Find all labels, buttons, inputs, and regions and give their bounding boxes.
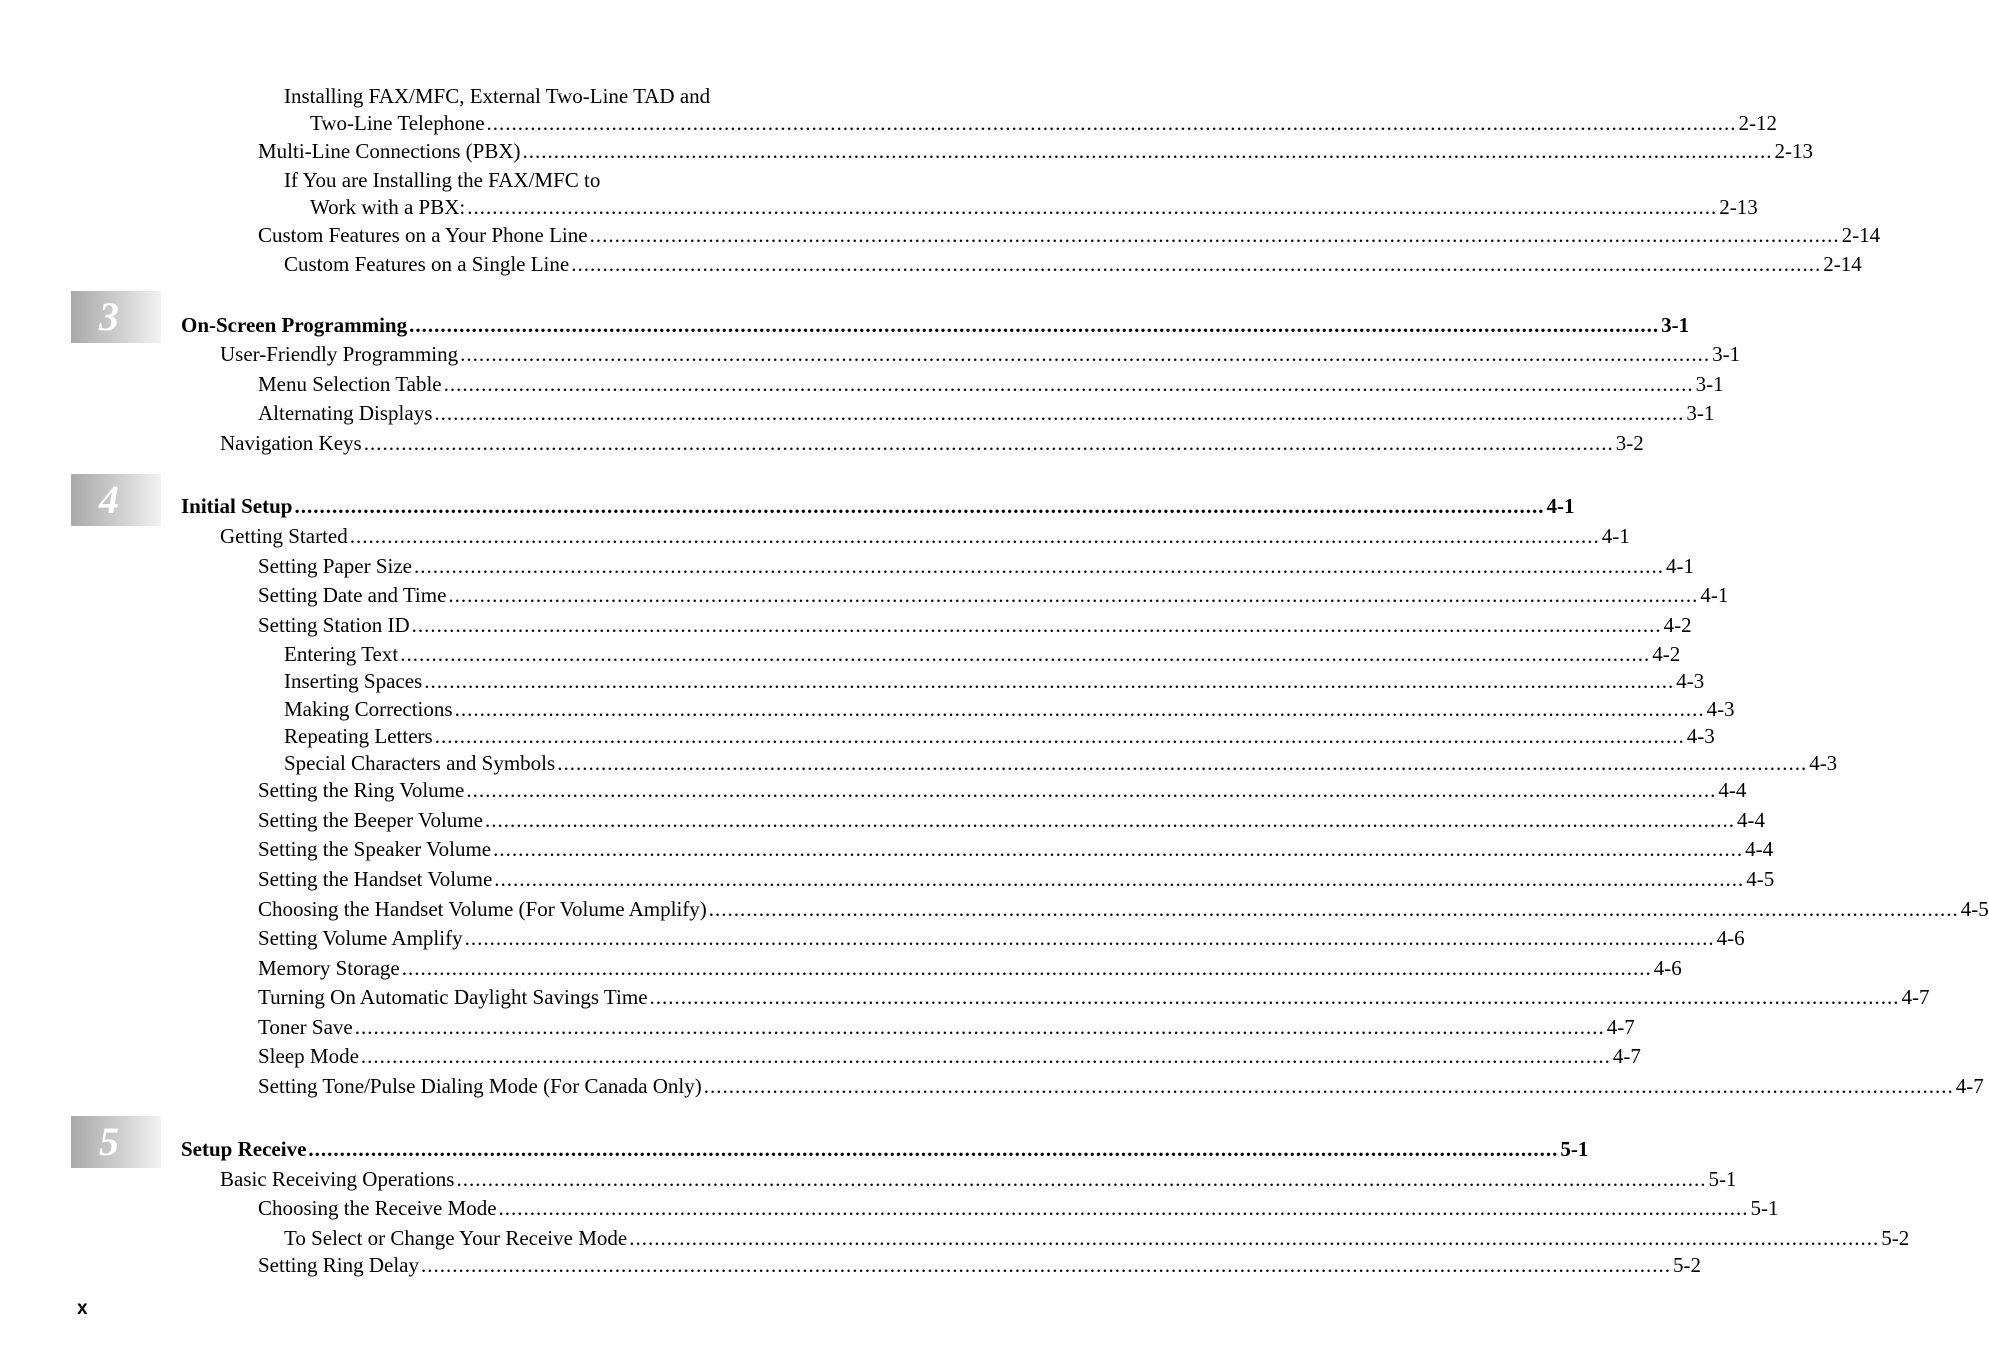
page-number: 2-13: [1774, 139, 1813, 163]
toc-entry-label: Alternating Displays: [258, 401, 433, 425]
toc-entry[interactable]: [258, 925, 1745, 951]
toc-entry-label: Setting the Beeper Volume: [258, 808, 483, 832]
toc-entry[interactable]: [284, 641, 1681, 667]
toc-entry[interactable]: [284, 1225, 1910, 1251]
toc-entry[interactable]: [220, 430, 1644, 456]
toc-entry-label: Custom Features on a Your Phone Line: [258, 223, 588, 247]
page-number: 5-2: [1673, 1253, 1701, 1277]
chapter-tab-3: [71, 291, 161, 343]
dot-leader: ........................................................................................................................................................................................................: [454, 697, 1705, 721]
dot-leader: ........................................................................................................................................................................................................: [401, 956, 1652, 980]
dot-leader: ........................................................................................................................................................................................................: [703, 1074, 1954, 1098]
dot-leader: ........................................................................................................................................................................................................: [363, 431, 1614, 455]
dot-leader: ........................................................................................................................................................................................................: [589, 223, 1840, 247]
toc-entry-label: Turning On Automatic Daylight Savings Time: [258, 985, 648, 1009]
page-number: 4-4: [1718, 778, 1747, 802]
chapter-title: Initial Setup: [181, 494, 293, 518]
page-number: 4-1: [1601, 524, 1630, 548]
toc-entry[interactable]: [258, 612, 1692, 638]
toc-entry[interactable]: [258, 400, 1715, 426]
toc-entry-label: Repeating Letters: [284, 724, 433, 748]
toc-entry[interactable]: [258, 1043, 1641, 1069]
page-number: 4-3: [1706, 697, 1735, 721]
dot-leader: ........................................................................................................................................................................................................: [409, 313, 1660, 337]
toc-entry[interactable]: [258, 984, 1930, 1010]
page-number: 4-6: [1653, 956, 1682, 980]
page-number: 4-2: [1663, 613, 1692, 637]
toc-entry-label: Two-Line Telephone: [310, 111, 485, 135]
toc-entry[interactable]: [258, 582, 1729, 608]
page-number: 4-5: [1960, 897, 1989, 921]
toc-entry-label: Setting Ring Delay: [258, 1253, 419, 1277]
page-number: 5-1: [1560, 1137, 1589, 1161]
chapter-title: Setup Receive: [181, 1137, 307, 1161]
page-folio: x: [77, 1298, 88, 1319]
toc-entry[interactable]: [284, 750, 1838, 776]
chapter-heading[interactable]: [181, 312, 1690, 338]
toc-entry-text: Installing FAX/MFC, External Two-Line TAD and: [284, 84, 711, 108]
toc-entry[interactable]: [258, 138, 1813, 164]
dot-leader: ........................................................................................................................................................................................................: [484, 808, 1735, 832]
toc-entry[interactable]: [258, 1014, 1635, 1040]
page-number: 2-13: [1719, 195, 1758, 219]
dot-leader: ........................................................................................................................................................................................................: [460, 342, 1711, 366]
chapter-heading[interactable]: [181, 1136, 1589, 1162]
toc-entry-label: Setting the Handset Volume: [258, 867, 493, 891]
toc-entry-text: If You are Installing the FAX/MFC to: [284, 168, 601, 192]
toc-entry[interactable]: [258, 1195, 1779, 1221]
page-number: 4-3: [1676, 669, 1705, 693]
toc-entry-label: Basic Receiving Operations: [220, 1167, 455, 1191]
dot-leader: ........................................................................................................................................................................................................: [467, 195, 1718, 219]
toc-entry-label: Toner Save: [258, 1015, 353, 1039]
page-number: 3-1: [1686, 401, 1715, 425]
toc-entry[interactable]: [258, 222, 1881, 248]
toc-entry-label: Getting Started: [220, 524, 348, 548]
page-number: 4-7: [1612, 1044, 1641, 1068]
dot-leader: ........................................................................................................................................................................................................: [557, 751, 1808, 775]
dot-leader: ........................................................................................................................................................................................................: [498, 1196, 1749, 1220]
toc-entry-label: Setting Tone/Pulse Dialing Mode (For Canada Only): [258, 1074, 702, 1098]
dot-leader: ........................................................................................................................................................................................................: [522, 139, 1773, 163]
toc-entry[interactable]: [258, 1073, 1984, 1099]
dot-leader: ........................................................................................................................................................................................................: [708, 897, 1959, 921]
toc-entry-label: Work with a PBX:: [310, 195, 466, 219]
toc-entry-label: Setting the Speaker Volume: [258, 837, 492, 861]
chapter-number: 4: [99, 477, 119, 522]
toc-entry[interactable]: [258, 553, 1694, 579]
page-number: 4-3: [1809, 751, 1838, 775]
page-number: 2-12: [1738, 111, 1778, 135]
page-number: 4-1: [1700, 583, 1729, 607]
toc-entry-label: Sleep Mode: [258, 1044, 359, 1068]
page-number: 5-2: [1881, 1226, 1910, 1250]
dot-leader: ........................................................................................................................................................................................................: [434, 401, 1685, 425]
toc-entry-label: Menu Selection Table: [258, 372, 442, 396]
toc-entry[interactable]: [284, 251, 1862, 277]
toc-entry[interactable]: [258, 807, 1765, 833]
page-number: 4-7: [1901, 985, 1930, 1009]
dot-leader: ........................................................................................................................................................................................................: [443, 372, 1694, 396]
page-number: 4-7: [1955, 1074, 1984, 1098]
page-number: 3-1: [1712, 342, 1741, 366]
dot-leader: ........................................................................................................................................................................................................: [448, 583, 1699, 607]
dot-leader: ........................................................................................................................................................................................................: [466, 778, 1717, 802]
toc-entry[interactable]: [284, 723, 1715, 749]
toc-entry-label: Making Corrections: [284, 697, 453, 721]
chapter-heading[interactable]: [181, 493, 1575, 519]
toc-entry-label: Setting Paper Size: [258, 554, 412, 578]
toc-entry[interactable]: [310, 194, 1758, 220]
toc-entry-label: Custom Features on a Single Line: [284, 252, 570, 276]
toc-entry[interactable]: [258, 955, 1682, 981]
page-number: 5-1: [1750, 1196, 1779, 1220]
dot-leader: ........................................................................................................................................................................................................: [493, 837, 1744, 861]
dot-leader: ........................................................................................................................................................................................................: [629, 1226, 1880, 1250]
dot-leader: ........................................................................................................................................................................................................: [308, 1137, 1559, 1161]
page-number: 2-14: [1823, 252, 1862, 276]
toc-entry-label: Special Characters and Symbols: [284, 751, 556, 775]
dot-leader: ........................................................................................................................................................................................................: [456, 1167, 1707, 1191]
dot-leader: ........................................................................................................................................................................................................: [354, 1015, 1605, 1039]
dot-leader: ........................................................................................................................................................................................................: [494, 867, 1745, 891]
dot-leader: ........................................................................................................................................................................................................: [649, 985, 1900, 1009]
chapter-title: On-Screen Programming: [181, 313, 408, 337]
toc-entry-label: Inserting Spaces: [284, 669, 423, 693]
toc-entry-label: Setting Station ID: [258, 613, 410, 637]
dot-leader: ........................................................................................................................................................................................................: [349, 524, 1600, 548]
toc-entry-label: To Select or Change Your Receive Mode: [284, 1226, 628, 1250]
toc-entry[interactable]: [284, 668, 1705, 694]
page-number: 5-1: [1708, 1167, 1737, 1191]
page-number: 4-7: [1606, 1015, 1635, 1039]
toc-entry-label: User-Friendly Programming: [220, 342, 459, 366]
toc-entry-label: Choosing the Receive Mode: [258, 1196, 497, 1220]
toc-entry[interactable]: [284, 696, 1735, 722]
toc-entry[interactable]: [258, 836, 1774, 862]
toc-entry-label: Setting Volume Amplify: [258, 926, 463, 950]
dot-leader: ........................................................................................................................................................................................................: [411, 613, 1662, 637]
toc-entry[interactable]: [258, 777, 1747, 803]
chapter-number: 3: [99, 294, 119, 339]
page-number: 3-2: [1615, 431, 1644, 455]
toc-entry-label: Navigation Keys: [220, 431, 362, 455]
chapter-number: 5: [99, 1119, 119, 1164]
dot-leader: ........................................................................................................................................................................................................: [360, 1044, 1611, 1068]
dot-leader: ........................................................................................................................................................................................................: [413, 554, 1664, 578]
toc-entry[interactable]: [220, 341, 1741, 367]
toc-entry-label: Setting Date and Time: [258, 583, 447, 607]
toc-entry[interactable]: [220, 1166, 1737, 1192]
page-number: 2-14: [1841, 223, 1881, 247]
dot-leader: ........................................................................................................................................................................................................: [421, 1253, 1671, 1277]
page-number: 4-1: [1546, 494, 1575, 518]
page-number: 3-1: [1661, 313, 1690, 337]
page-number: 4-1: [1665, 554, 1694, 578]
toc-entry-label: Entering Text: [284, 642, 399, 666]
page-number: 4-2: [1652, 642, 1681, 666]
toc-entry-label: Setting the Ring Volume: [258, 778, 465, 802]
toc-entry[interactable]: [258, 1252, 1701, 1278]
page-number: 4-5: [1746, 867, 1775, 891]
toc-entry[interactable]: [258, 371, 1724, 397]
toc-entry[interactable]: [258, 896, 1989, 922]
page-number: 4-3: [1686, 724, 1715, 748]
dot-leader: ........................................................................................................................................................................................................: [571, 252, 1822, 276]
dot-leader: ........................................................................................................................................................................................................: [486, 111, 1737, 135]
dot-leader: ........................................................................................................................................................................................................: [434, 724, 1685, 748]
page-number: 4-6: [1716, 926, 1745, 950]
page-number: 3-1: [1695, 372, 1724, 396]
dot-leader: ........................................................................................................................................................................................................: [294, 494, 1545, 518]
toc-entry[interactable]: [258, 866, 1775, 892]
dot-leader: ........................................................................................................................................................................................................: [424, 669, 1675, 693]
chapter-tab-5: [71, 1116, 161, 1168]
toc-entry[interactable]: [220, 523, 1630, 549]
chapter-tab-4: [71, 474, 161, 526]
page-number: 4-4: [1745, 837, 1774, 861]
toc-entry-label: Memory Storage: [258, 956, 400, 980]
page-number: 4-4: [1736, 808, 1765, 832]
dot-leader: ........................................................................................................................................................................................................: [464, 926, 1715, 950]
toc-entry-label: Multi-Line Connections (PBX): [258, 139, 521, 163]
toc-entry-label: Choosing the Handset Volume (For Volume Amplify): [258, 897, 707, 921]
toc-entry[interactable]: [310, 110, 1778, 136]
dot-leader: ........................................................................................................................................................................................................: [400, 642, 1651, 666]
